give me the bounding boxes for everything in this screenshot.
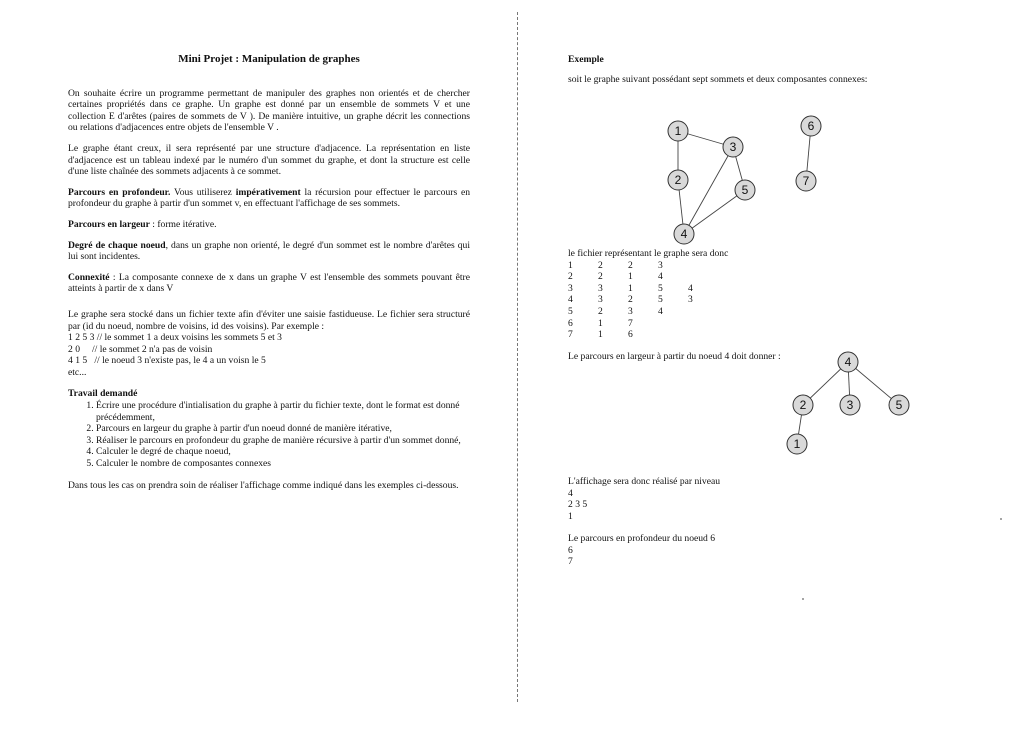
svg-text:1: 1 (674, 124, 682, 138)
table-row: 2 2 1 4 (568, 271, 663, 283)
dfs-output-line: 6 (568, 544, 573, 556)
bfs-text: Le parcours en largeur à partir du noeud 4 doit donner : (568, 351, 781, 362)
task-item: 2. Parcours en largeur du graphe à partir d'un noeud donné de manière itérative, (96, 423, 470, 435)
dfs-output (568, 533, 715, 568)
task-item: 4. Calculer le degré de chaque noeud, (96, 446, 470, 458)
graph-node (668, 170, 688, 190)
svg-text:5: 5 (741, 183, 749, 197)
svg-text:3: 3 (846, 398, 854, 412)
connectivity-label: Connexité (68, 271, 110, 283)
level-output-label: L'affichage sera donc réalisé par niveau (568, 476, 721, 487)
level-output-line: 4 (568, 487, 573, 499)
task-item: 5. Calculer le nombre de composantes connexes (96, 458, 470, 470)
right-page (568, 54, 988, 85)
svg-text:4: 4 (844, 355, 852, 369)
edge-5-4 (684, 190, 745, 234)
svg-text:5: 5 (895, 398, 903, 412)
level-output-line: 2 3 5 (568, 499, 588, 511)
example-text: soit le graphe suivant possédant sept sommets et deux composantes connexes: (568, 73, 868, 85)
file-example-line: 4 1 5 // le noeud 3 n'existe pas, le 4 a un voisn le 5 (68, 355, 266, 367)
table-row: 1 2 2 3 (568, 259, 663, 271)
degree-label: Degré de chaque noeud (68, 239, 166, 251)
breadth-first-text: : forme itérative. (149, 218, 217, 230)
level-output (568, 476, 720, 522)
graph-node (723, 137, 743, 157)
table-row: 7 1 6 (568, 329, 633, 341)
degree-text: , dans un graphe non orienté, le degré d'un sommet est le nombre d'arêtes qui lui sont incidentes. (68, 239, 470, 263)
tree-node (793, 395, 813, 415)
svg-text:3: 3 (729, 140, 737, 154)
example-graph (640, 110, 860, 250)
file-table (568, 260, 718, 341)
svg-text:4: 4 (680, 227, 688, 241)
intro-paragraph: On souhaite écrire un programme permettant de manipuler des graphes non orientés et de chercher certaines propriétés dans ce graphe. Un graphe est donné par un ensemble de sommets V et une collection E d'arêtes (paires de sommets de V ). De manière intuitive, un graphe décrit les connections ou relations d'adjacences entre objets de l'ensemble V . (68, 87, 470, 134)
dfs-output-line: 7 (568, 556, 573, 568)
task-item: 3. Réaliser le parcours en profondeur du graphe de manière récursive à partir d'un sommet donné, (96, 435, 470, 447)
graph-node (796, 171, 816, 191)
file-section (568, 248, 728, 341)
task-item: 1. Écrire une procédure d'intialisation du graphe à partir du fichier texte, dont le format est donné précédemment, (96, 400, 470, 423)
connectivity-text: : La composante connexe de x dans un graphe V est l'ensemble des sommets pouvant être atteints à partir de x dans V (68, 271, 470, 295)
level-output-line: 1 (568, 510, 573, 522)
depth-first-text-b: la récursion pour effectuer le parcours en profondeur du graphe à partir d'un sommet v, en effectuant l'affichage de ses sommets. (68, 186, 470, 210)
breadth-first-paragraph (68, 219, 470, 231)
dfs-output-label: Le parcours en profondeur du noeud 6 (568, 533, 716, 544)
scan-speck (802, 598, 804, 600)
example-heading: Exemple (568, 54, 604, 65)
adjacency-paragraph: Le graphe étant creux, il sera représenté par une structure d'adjacence. La représentation en liste d'adjacence est un tableau indexé par le numéro d'un sommet du graphe, et dont la structure est celle d'une liste chaînée des sommets adjacents à ce sommet. (68, 142, 470, 178)
file-example-line: etc... (68, 366, 87, 378)
tree-node (787, 434, 807, 454)
page-title: Mini Projet : Manipulation de graphes (178, 53, 360, 65)
file-example-line: 2 0 // le sommet 2 n'a pas de voisin (68, 343, 213, 355)
graph-node (801, 116, 821, 136)
svg-text:2: 2 (799, 398, 807, 412)
graph-node (668, 121, 688, 141)
breadth-first-label: Parcours en largeur (68, 218, 150, 230)
file-label: le fichier représentant le graphe sera donc (568, 248, 729, 259)
depth-first-emphasis: impérativement (235, 186, 301, 198)
svg-text:2: 2 (674, 173, 682, 187)
file-example-line: 1 2 5 3 // le sommet 1 a deux voisins les sommets 5 et 3 (68, 332, 282, 344)
file-example (68, 332, 470, 378)
degree-paragraph (68, 240, 470, 263)
svg-text:1: 1 (793, 437, 801, 451)
svg-text:6: 6 (807, 119, 815, 133)
connectivity-paragraph (68, 272, 470, 295)
table-row: 3 3 1 5 4 (568, 282, 693, 294)
depth-first-label: Parcours en profondeur. (68, 186, 171, 198)
edge-3-4 (684, 147, 733, 234)
svg-text:7: 7 (802, 174, 810, 188)
table-row: 6 1 7 (568, 317, 633, 329)
bfs-tree (780, 348, 920, 458)
work-heading: Travail demandé (68, 388, 138, 400)
scan-speck (1000, 518, 1002, 520)
page-divider (517, 12, 518, 702)
graph-node (735, 180, 755, 200)
tree-node (889, 395, 909, 415)
conclusion-paragraph: Dans tous les cas on prendra soin de réaliser l'affichage comme indiqué dans les exemples ci-dessous. (68, 479, 459, 491)
table-row: 5 2 3 4 (568, 305, 663, 317)
left-page (68, 54, 470, 500)
tree-node (840, 395, 860, 415)
table-row: 4 3 2 5 3 (568, 294, 693, 306)
tree-node (838, 352, 858, 372)
depth-first-paragraph (68, 187, 470, 210)
file-format-paragraph: Le graphe sera stocké dans un fichier texte afin d'éviter une saisie fastidueuse. Le fichier sera structuré par (id du noeud, nombre de voisins, id des voisins). Par exemple : (68, 308, 470, 332)
graph-node (674, 224, 694, 244)
task-list (68, 400, 470, 470)
depth-first-text-a: Vous utiliserez (170, 186, 236, 198)
